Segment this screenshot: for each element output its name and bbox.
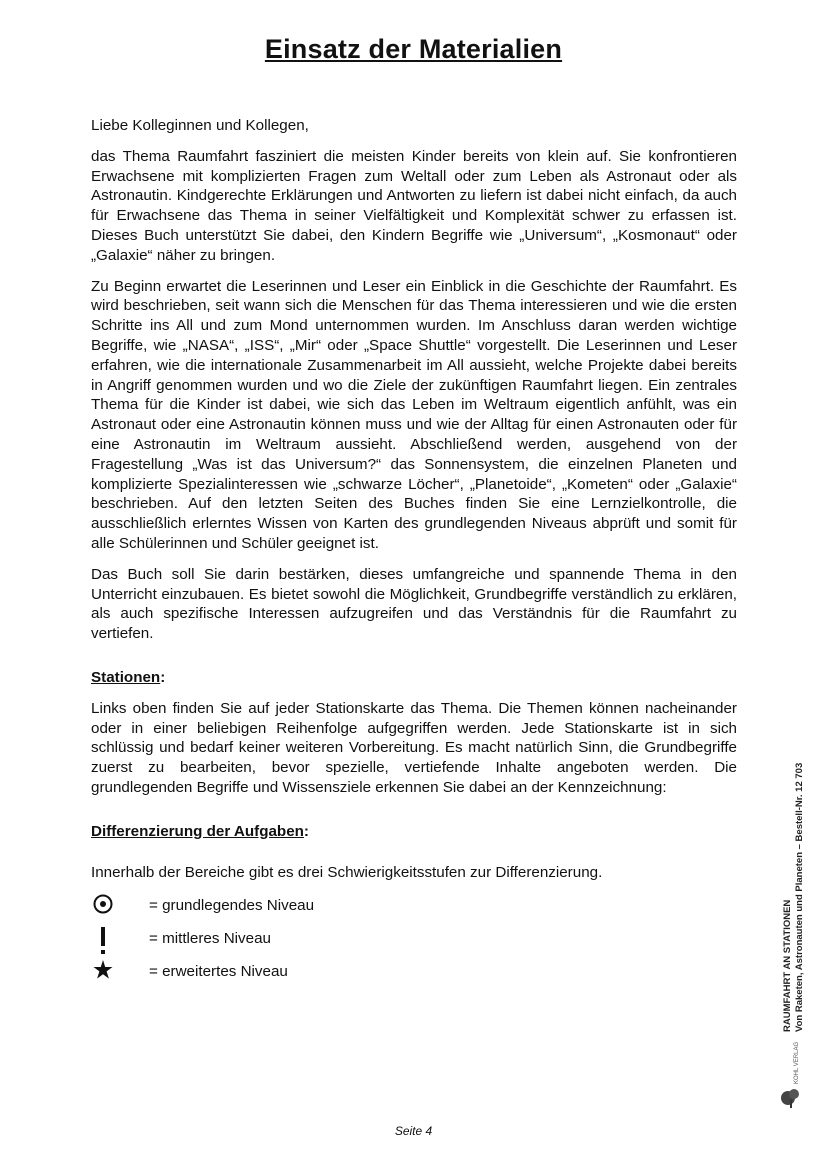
intro-paragraph-1: das Thema Raumfahrt fasziniert die meisten Kinder bereits von klein auf. Sie konfrontieren Erwachsene mit komplizierten Fragen zum Weltall oder zum Leben als Astronaut oder als Astronautin. Kindgerechte Erklärungen und Antworten zu liefern ist dabei nicht einfach, da auch für Erwachsene das Thema in seiner Vielfältigkeit und Komplexität schwer zu erfassen ist. Dieses Buch unterstützt Sie dabei, den Kindern Begriffe wie „Universum“, „Kosmonaut“ oder „Galaxie“ näher zu bringen.	[91, 147, 737, 264]
level-middle-label: = mittleres Niveau	[149, 930, 271, 948]
book-series-title: RAUMFAHRT AN STATIONEN	[782, 899, 793, 1032]
level-advanced-label: = erweitertes Niveau	[149, 963, 288, 981]
publisher-logo-text: KOHL VERLAG	[794, 1041, 800, 1084]
level-basic-label: = grundlegendes Niveau	[149, 897, 315, 915]
book-info-sidebar	[774, 740, 818, 1040]
book-subtitle-order: Von Raketen, Astronauten und Planeten – Bestell-Nr. 12 703	[794, 762, 805, 1032]
greeting: Liebe Kolleginnen und Kollegen,	[91, 117, 309, 134]
level-middle	[91, 926, 737, 959]
book-info-text	[782, 732, 822, 1032]
page-title: Einsatz der Materialien	[264, 34, 563, 64]
level-advanced	[91, 959, 737, 992]
intro-paragraph-2: Zu Beginn erwartet die Leserinnen und Leser ein Einblick in die Geschichte der Raumfahrt. Es wird beschrieben, seit wann sich die Menschen für das Thema interessieren und wie die ersten Schritte ins All und zum Mond unternommen wurden. Im Anschluss daran werden wichtige Begriffe, wie „NASA“, „ISS“, „Mir“ oder „Space Shuttle“ vorgestellt. Die Leserinnen und Leser erfahren, wie die internationale Zusammenarbeit im All aussieht, welche Projekte dabei bereits in Angriff genommen wurden und wo die Ziele der zukünftigen Raumfahrt liegen. Ein zentrales Thema für die Kinder ist dabei, wie sich das Leben im Weltraum eigentlich anfühlt, was ein Astronaut oder eine Astronautin können muss und wie der Alltag für einen Astronauten oder für eine Astronautin im Weltraum aussieht. Abschließend werden, ausgehend von der Fragestellung „Was ist das Universum?“ das Sonnensystem, die einzelnen Planeten und komplizierte Spezialinteressen wie „schwarze Löcher“, „Planetoide“, „Kometen“ oder „Galaxie“ beschrieben. Auf den letzten Seiten des Buches finden Sie eine Lernzielkontrolle, die ausschließlich erlerntes Wissen von Karten des grundlegenden Niveaus abprüft und somit für alle Schülerinnen und Schüler geeignet ist.	[91, 277, 737, 552]
stationen-heading-text: Stationen	[91, 668, 161, 686]
intro-paragraph-3: Das Buch soll Sie darin bestärken, dieses umfangreiche und spannende Thema in den Unterricht einzubauen. Es bietet sowohl die Möglichkeit, Grundbegriffe verständlich zu erklären, als auch spezifische Interessen aufzugreifen und das Verständnis für die Raumfahrt zu vertiefen.	[91, 565, 737, 643]
differenzierung-text: Innerhalb der Bereiche gibt es drei Schwierigkeitsstufen zur Differenzierung.	[91, 863, 603, 881]
publisher-logo	[776, 1040, 812, 1110]
differenzierung-heading: Differenzierung der Aufgaben:	[91, 822, 309, 840]
level-legend	[91, 893, 737, 992]
exclamation-icon	[91, 926, 115, 962]
page-number: Seite 4	[394, 1124, 433, 1138]
main-content	[91, 116, 737, 992]
target-circle-icon	[91, 893, 115, 921]
star-icon	[91, 959, 115, 987]
stationen-text: Links oben finden Sie auf jeder Stationskarte das Thema. Die Themen können nacheinander oder in einer beliebigen Reihenfolge aufgegriffen werden. Jede Stationskarte ist in sich schlüssig und bedarf keiner weiteren Vorbereitung. Es macht natürlich Sinn, die Grundbegriffe zuerst zu bearbeiten, bevor spezielle, vertiefende Inhalte angeboten werden. Die grundlegenden Begriffe und Wissensziele erkennen Sie dabei an der Kennzeichnung:	[91, 699, 737, 796]
differenzierung-heading-text: Differenzierung der Aufgaben	[91, 822, 304, 840]
level-basic	[91, 893, 737, 926]
stationen-heading: Stationen:	[91, 668, 166, 686]
